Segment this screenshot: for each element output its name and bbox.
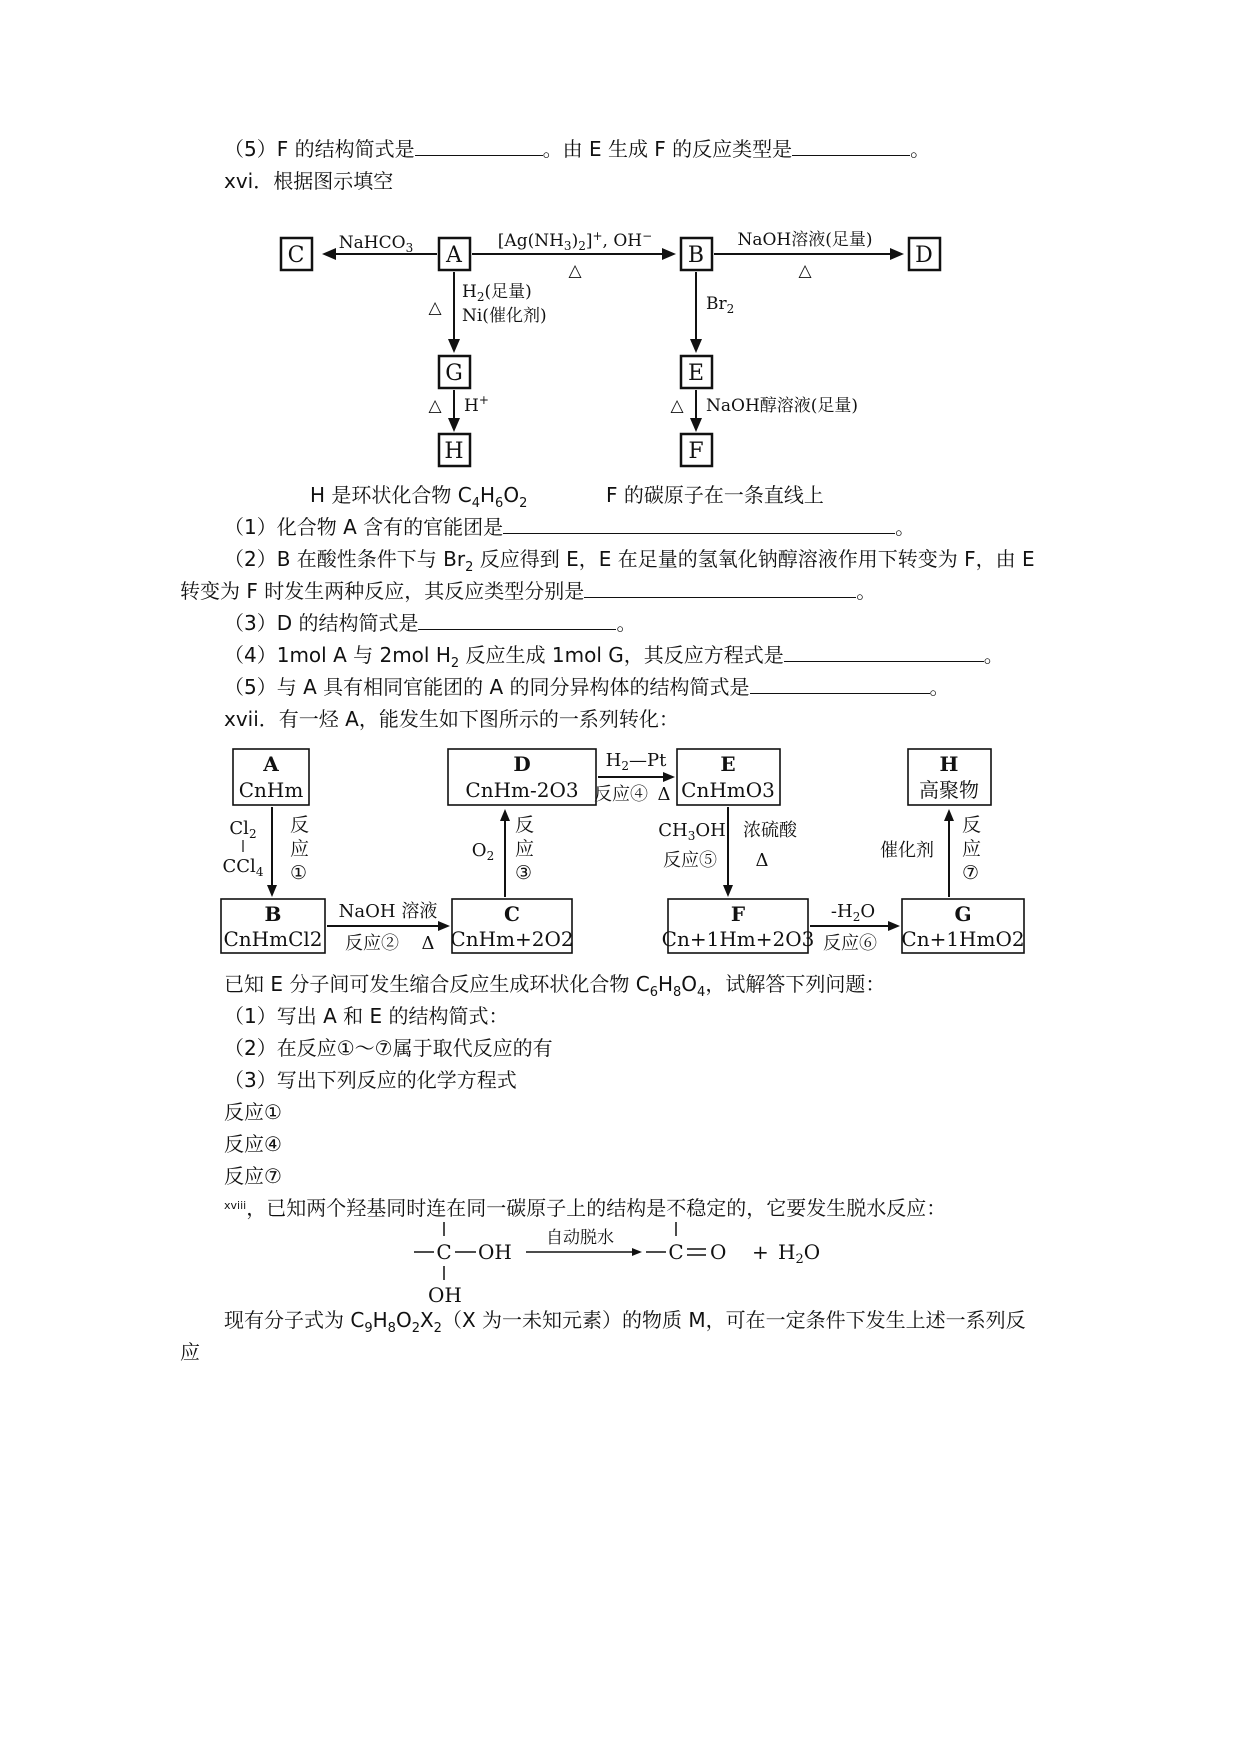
node-d-label: D bbox=[915, 243, 933, 268]
node-e-box bbox=[677, 749, 780, 805]
answer-blank[interactable] bbox=[784, 641, 984, 662]
heat-symbol: △ bbox=[428, 298, 442, 318]
node-g-letter: G bbox=[954, 902, 972, 926]
arrowhead bbox=[944, 809, 954, 821]
q16-item5-text: （5）F 的结构简式是 bbox=[224, 137, 415, 161]
q16-item5-text2: 。由 E 生成 F 的反应类型是 bbox=[542, 137, 793, 161]
node-e-box bbox=[681, 356, 712, 388]
node-h-letter: H bbox=[939, 752, 959, 776]
node-d-letter: D bbox=[513, 752, 531, 776]
node-g-box bbox=[439, 356, 470, 388]
node-c-box bbox=[281, 238, 312, 270]
node-g-formula: Cn+1HmO2 bbox=[901, 927, 1025, 951]
reagent-catalyst: 催化剂 bbox=[880, 840, 934, 861]
node-d-box bbox=[448, 749, 596, 805]
note-h-text: H 是环状化合物 C bbox=[310, 483, 472, 507]
reagent-minus-h2o: $-H_2O$ bbox=[830, 901, 876, 924]
node-g-label: G bbox=[445, 361, 463, 386]
hydroxyl-group: OH bbox=[478, 1240, 512, 1264]
r6-label: 反应⑥ bbox=[823, 933, 877, 954]
heat-symbol: △ bbox=[798, 261, 812, 281]
arrowhead bbox=[438, 921, 450, 931]
r1-label-1: 反 bbox=[290, 814, 310, 836]
q19-heading-text: ，已知两个羟基同时连在同一碳原子上的结构是不稳定的，它要发生脱水反应： bbox=[246, 1196, 947, 1220]
q18-known-text: 已知 E 分子间可发生缩合反应生成环状化合物 C bbox=[224, 972, 650, 996]
reagent-cl2: $Cl_2$ bbox=[229, 818, 257, 841]
oxygen-atom: O bbox=[710, 1240, 727, 1264]
arrowhead bbox=[890, 248, 904, 260]
reagent-naoh-alcohol: NaOH醇溶液(足量) bbox=[706, 396, 859, 416]
q18-known: 已知 E 分子间可发生缩合反应生成环状化合物 $C_6H_8O_4$，试解答下列问题： bbox=[224, 972, 886, 1000]
arrowhead bbox=[322, 248, 336, 260]
q19-text-line1: 现有分子式为 $C_9H_8O_2X_2(X$ 为一未知元素）的物质 M，可在一定条件下发生上述一系列反 bbox=[224, 1308, 1026, 1336]
q17-item3-text: （3）D 的结构简式是 bbox=[224, 611, 419, 635]
node-b-box bbox=[221, 899, 325, 953]
q19-text-b: （X 为一未知元素）的物质 M，可在一定条件下发生上述一系列反 bbox=[441, 1308, 1026, 1332]
q18-item2: （2）在反应①～⑦属于取代反应的有 bbox=[224, 1036, 553, 1060]
q18-reaction4: 反应④ bbox=[224, 1132, 282, 1156]
heat-symbol: Δ bbox=[421, 933, 435, 954]
node-g-box bbox=[902, 899, 1024, 953]
carbon-atom-2: C bbox=[668, 1240, 684, 1264]
r3-label-2: 应 bbox=[515, 838, 535, 860]
node-f-letter: F bbox=[730, 902, 746, 926]
q17-item3-end: 。 bbox=[616, 611, 637, 635]
answer-blank[interactable] bbox=[418, 609, 616, 630]
q17-heading: xvi．根据图示填空 bbox=[224, 169, 394, 193]
node-d-formula: CnHm-2O3 bbox=[465, 778, 579, 802]
q17-item1-end: 。 bbox=[895, 515, 916, 539]
q17-item4-text2: 反应生成 1mol G，其反应方程式是 bbox=[459, 643, 784, 667]
q19-text-a: 现有分子式为 C bbox=[224, 1308, 365, 1332]
reagent-br2: $Br_2$ bbox=[706, 294, 735, 316]
reagent-ni-catalyst: Ni(催化剂) bbox=[462, 306, 547, 326]
q19-number: xviii bbox=[224, 1199, 247, 1212]
reagent-naoh-aq: NaOH溶液(足量) bbox=[737, 230, 873, 250]
r5-label: 反应⑤ bbox=[663, 850, 717, 871]
plus-sign: + bbox=[752, 1240, 769, 1264]
r7-label-2: 应 bbox=[962, 838, 982, 860]
arrowhead bbox=[662, 248, 676, 260]
arrowhead bbox=[888, 921, 900, 931]
solvent-ccl4: CCl$_4$ bbox=[222, 856, 264, 879]
arrowhead bbox=[663, 772, 675, 782]
q17-item5-text: （5）与 A 具有相同官能团的 A 的同分异构体的结构简式是 bbox=[224, 675, 750, 699]
r7-label-3: ⑦ bbox=[962, 862, 980, 884]
arrow-label: 自动脱水 bbox=[546, 1228, 614, 1248]
reagent-nahco3: NaHCO$_3$ bbox=[338, 233, 414, 255]
reagent-h2-excess: $H_2$(足量) bbox=[462, 282, 532, 304]
r3-label-3: ③ bbox=[515, 862, 533, 884]
r1-label-2: 应 bbox=[290, 838, 310, 860]
node-d-box bbox=[909, 238, 940, 270]
carbon-atom: C bbox=[436, 1240, 452, 1264]
node-h-formula: 高聚物 bbox=[919, 778, 979, 802]
reagent-naoh: NaOH 溶液 bbox=[338, 901, 438, 922]
q18-item1: （1）写出 A 和 E 的结构简式： bbox=[224, 1004, 509, 1028]
hydroxyl-group-bottom: OH bbox=[428, 1283, 462, 1307]
q17-item2-text2: 反应得到 E，E 在足量的氢氧化钠醇溶液作用下转变为 F，由 E bbox=[473, 547, 1035, 571]
heat-symbol: △ bbox=[568, 261, 582, 281]
reagent-h2so4: 浓硫酸 bbox=[743, 820, 797, 841]
heat-symbol: Δ bbox=[657, 784, 671, 805]
heat-symbol: △ bbox=[670, 396, 684, 416]
node-c-box bbox=[452, 899, 572, 953]
node-a-formula: CnHm bbox=[238, 778, 304, 802]
q19-heading bbox=[224, 1192, 946, 1222]
q17-item2-end: 。 bbox=[856, 579, 877, 603]
q18-reaction7: 反应⑦ bbox=[224, 1164, 282, 1188]
node-a-letter: A bbox=[263, 752, 279, 776]
reagent-o2: $O_2$ bbox=[471, 840, 495, 863]
arrowhead bbox=[267, 885, 277, 897]
answer-blank[interactable] bbox=[584, 577, 856, 598]
q17-item5 bbox=[224, 673, 950, 701]
r7-label-1: 反 bbox=[962, 814, 982, 836]
r2-label: 反应② bbox=[345, 933, 399, 954]
q17-item2-line1: （2）B 在酸性条件下与 $Br_2$ 反应得到 E，E 在足量的氢氧化钠醇溶液作用下转变为 F，由 E bbox=[224, 547, 1035, 575]
node-e-letter: E bbox=[720, 752, 736, 776]
node-b-formula: CnHmCl2 bbox=[223, 927, 323, 951]
reagent-h2-pt: $H_2—Pt$ bbox=[605, 750, 667, 773]
reagent-h-plus: H+ bbox=[464, 393, 489, 416]
node-a-box bbox=[439, 238, 470, 270]
r3-label-1: 反 bbox=[515, 814, 535, 836]
node-e-formula: CnHmO3 bbox=[681, 778, 775, 802]
answer-blank[interactable] bbox=[503, 513, 895, 534]
q17-item4-text: （4）1mol A 与 2mol H bbox=[224, 643, 451, 667]
arrowhead bbox=[632, 1248, 642, 1256]
note-f-linear: F 的碳原子在一条直线上 bbox=[606, 483, 824, 507]
arrowhead bbox=[500, 809, 510, 821]
node-h-box bbox=[439, 434, 470, 466]
node-c-letter: C bbox=[504, 902, 520, 926]
q17-item1-text: （1）化合物 A 含有的官能团是 bbox=[224, 515, 504, 539]
node-b-box bbox=[681, 238, 712, 270]
q17-item4: （4）1mol A 与 2mol $H_2$ 反应生成 1mol G，其反应方程式是 。 bbox=[224, 643, 1004, 671]
r4-label: 反应④ bbox=[594, 784, 648, 805]
r1-label-3: ① bbox=[290, 862, 308, 884]
answer-blank[interactable] bbox=[415, 135, 543, 156]
node-e-label: E bbox=[687, 361, 705, 386]
arrowhead bbox=[690, 418, 702, 432]
node-a-box bbox=[233, 749, 309, 805]
q16-item5-line bbox=[224, 135, 930, 163]
node-f-formula: Cn+1Hm+2O3 bbox=[661, 927, 815, 951]
arrowhead bbox=[690, 339, 702, 353]
node-f-box bbox=[681, 434, 712, 466]
q17-item2-text: （2）B 在酸性条件下与 Br bbox=[224, 547, 466, 571]
heat-symbol: △ bbox=[428, 396, 442, 416]
reagent-ch3oh: $CH_3OH$ bbox=[658, 820, 726, 843]
node-b-letter: B bbox=[264, 902, 282, 926]
q16-item5-end: 。 bbox=[910, 137, 931, 161]
heat-symbol: Δ bbox=[755, 850, 769, 871]
arrowhead bbox=[448, 339, 460, 353]
q17-item5-end: 。 bbox=[929, 675, 950, 699]
q17-item4-end: 。 bbox=[983, 643, 1004, 667]
arrowhead bbox=[723, 885, 733, 897]
q17-item1 bbox=[224, 513, 915, 541]
answer-blank[interactable] bbox=[750, 673, 930, 694]
q18-known-tail: ，试解答下列问题： bbox=[705, 972, 886, 996]
node-c-formula: CnHm+2O2 bbox=[450, 927, 574, 951]
node-b-label: B bbox=[687, 243, 705, 268]
note-h-cyclic: H 是环状化合物 $C_4H_6O_2$ bbox=[310, 483, 528, 511]
q18-reaction1: 反应① bbox=[224, 1100, 282, 1124]
node-h-label: H bbox=[444, 439, 464, 464]
q17-item3 bbox=[224, 609, 636, 637]
q17-item2-line2 bbox=[180, 577, 876, 605]
q19-text-line2: 应 bbox=[180, 1340, 200, 1364]
node-f-box bbox=[668, 899, 808, 953]
q18-heading: xvii．有一烃 A，能发生如下图所示的一系列转化： bbox=[224, 707, 679, 731]
q17-item2-text3: 转变为 F 时发生两种反应，其反应类型分别是 bbox=[180, 579, 585, 603]
node-h-box bbox=[908, 749, 991, 805]
q18-item3: （3）写出下列反应的化学方程式 bbox=[224, 1068, 517, 1092]
node-f-label: F bbox=[688, 439, 704, 464]
arrowhead bbox=[448, 418, 460, 432]
node-a-label: A bbox=[446, 243, 462, 268]
reagent-tollens: $[Ag(NH_3)_2]^+$, OH− bbox=[497, 229, 653, 253]
answer-blank[interactable] bbox=[792, 135, 910, 156]
water-molecule: $H_2O$ bbox=[778, 1240, 821, 1267]
node-c-label: C bbox=[287, 243, 305, 268]
